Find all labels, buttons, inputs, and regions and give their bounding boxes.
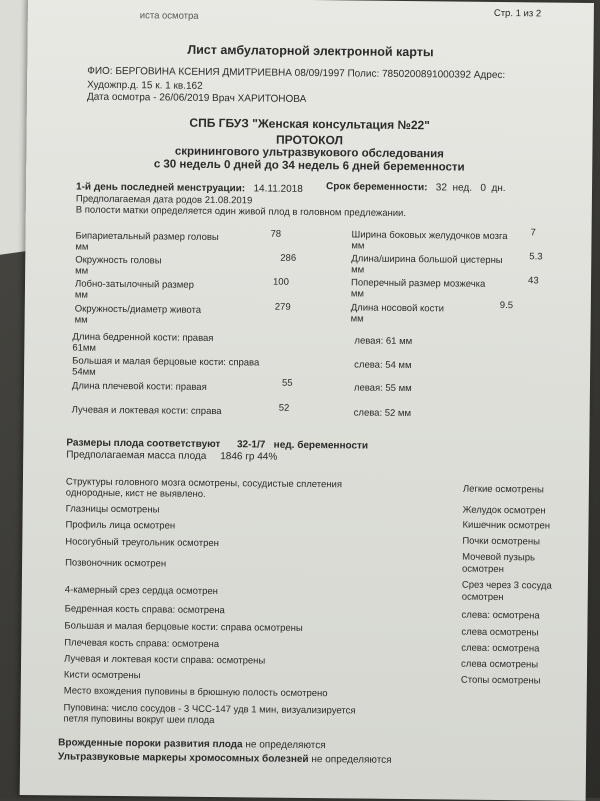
size-value: 32-1/7 <box>236 439 266 451</box>
exam-line: Глазницы осмотрены <box>65 503 160 516</box>
exam-line: 4-камерный срез сердца осмотрен <box>64 584 218 598</box>
measure-label: Ширина боковых желудочков мозга <box>351 229 508 243</box>
term-days: 0 <box>480 182 486 194</box>
exam-line: Кисти осмотрены <box>63 669 141 682</box>
exam-line: Профиль лица осмотрен <box>65 519 176 532</box>
term-weeks: 32 <box>435 182 448 194</box>
size-unit: нед. беременности <box>273 439 369 452</box>
bone-left: слева: 54 мм <box>354 359 412 372</box>
measure-value: 5.3 <box>529 251 543 263</box>
bone-left: левая: 61 мм <box>354 335 413 348</box>
weight-value: 1846 гр 44% <box>220 451 278 463</box>
measure-unit: мм <box>74 314 88 326</box>
exam-line: слева: осмотрена <box>461 642 540 655</box>
term-label: Срок беременности: <box>325 181 428 194</box>
weight-label: Предполагаемая масса плода <box>66 449 207 462</box>
exam-line: Позвоночник осмотрен <box>65 557 167 570</box>
protocol-title: ПРОТОКОЛ <box>275 132 344 148</box>
exam-line: Почки осмотрены <box>462 535 540 548</box>
page-number: Стр. 1 из 2 <box>493 7 542 20</box>
exam-line: слева: осмотрена <box>461 609 540 622</box>
exam-line: Стопы осмотрены <box>460 674 541 687</box>
markers-value: не определяются <box>311 754 392 766</box>
protocol-subtitle-2: с 30 недель 0 дней до 34 недель 6 дней беременности <box>153 158 465 174</box>
weight-row <box>66 449 277 462</box>
exam-line: Срез через 3 сосуда <box>461 579 552 592</box>
bone-sub: 54мм <box>72 366 96 378</box>
size-label: Размеры плода соответствуют <box>66 437 221 451</box>
exam-line: Структуры головного мозга осмотрены, сосудистые сплетения <box>65 476 343 491</box>
exam-line: Место вхождения пуповины в брюшную полость осмотрено <box>63 685 328 700</box>
defects-row <box>58 737 326 751</box>
measure-unit: мм <box>351 264 365 276</box>
measure-label: Длина носовой кости <box>350 302 445 315</box>
measure-label: Длина/ширина большой цистерны <box>351 253 503 267</box>
defects-value: не определяются <box>245 739 326 752</box>
exam-line: Пуповина: число сосудов - 3 ЧСС-147 удв 1 мин, визуализируется <box>63 702 356 717</box>
exam-line: Бедренная кость справа: осмотрена <box>64 603 225 617</box>
bone-left: левая: 55 мм <box>353 382 412 395</box>
measure-value: 286 <box>280 252 297 264</box>
exam-line: осмотрен <box>461 563 504 576</box>
exam-line: Кишечник осмотрен <box>462 519 551 532</box>
exam-line: Лучевая и локтевая кости справа: осмотрены <box>64 653 266 667</box>
measure-value: 100 <box>272 276 289 288</box>
measure-value: 9.5 <box>499 299 514 312</box>
measure-label: Лобно-затылочный размер <box>74 278 194 291</box>
bone-right: 52 <box>278 402 290 414</box>
measure-label: Бипариетальный размер головы <box>75 230 219 244</box>
bone-label: Длина бедренной кости: правая <box>72 331 214 344</box>
exam-line: Легкие осмотрены <box>462 483 544 496</box>
document-sheet <box>20 0 594 801</box>
measure-value: 43 <box>528 275 539 287</box>
measure-unit: мм <box>75 241 89 253</box>
measure-unit: мм <box>75 265 89 277</box>
exam-line: Большая и малая берцовые кости: справа осмотрены <box>64 620 303 634</box>
card-title: Лист амбулаторной электронной карты <box>187 42 434 60</box>
measure-unit: мм <box>74 289 89 301</box>
exam-line: Плечевая кость справа: осмотрена <box>64 637 220 651</box>
lmp-value: 14.11.2018 <box>253 183 303 195</box>
measure-label: Окружность головы <box>75 254 162 267</box>
clinic-name: СПБ ГБУЗ "Женская консультация №22" <box>189 115 431 133</box>
measure-label: Окружность/диаметр живота <box>74 303 202 316</box>
patient-line-1: ФИО: БЕРГОВИНА КСЕНИЯ ДМИТРИЕВНА 08/09/1997 Полис: 7850200891000392 Адрес: <box>87 65 506 82</box>
measure-label: Поперечный размер мозжечка <box>350 277 486 290</box>
exam-line: слева осмотрены <box>461 626 539 639</box>
markers-label: Ультразвуковые маркеры хромосомных болезней <box>58 751 309 766</box>
defects-label: Врожденные пороки развития плода <box>58 737 243 751</box>
bone-label: Большая и малая берцовые кости: справа <box>72 355 260 369</box>
markers-row <box>58 751 392 765</box>
exam-line: петля пуповины вокруг шеи плода <box>63 713 215 727</box>
term-days-unit: дн. <box>491 182 506 195</box>
exam-line: Мочевой пузырь <box>462 551 536 564</box>
bone-right: 55 <box>281 377 293 389</box>
exam-line: слева осмотрены <box>460 658 539 671</box>
lmp-label: 1-й день последней менструации: <box>75 181 246 195</box>
protocol-subtitle-1: скринингового ультразвукового обследования <box>174 145 445 161</box>
measure-value: 78 <box>270 228 282 240</box>
top-fragment: иста осмотра <box>139 10 199 22</box>
measure-value: 7 <box>530 227 536 239</box>
term-weeks-unit: нед. <box>452 182 473 194</box>
measure-unit: мм <box>350 288 365 300</box>
exam-line: Носогубный треугольник осмотрен <box>65 536 219 550</box>
bone-left: слева: 52 мм <box>353 407 412 420</box>
exam-line: однородные, кист не выявлено. <box>65 487 206 500</box>
measure-unit: мм <box>350 313 364 325</box>
due-date: Предполагаемая дата родов 21.08.2019 <box>75 193 253 207</box>
exam-line: осмотрен <box>461 591 504 604</box>
measure-value: 279 <box>274 301 291 313</box>
bone-label: Лучевая и локтевая кости: справа <box>71 404 222 418</box>
bone-label: Длина плечевой кости: правая <box>71 380 207 393</box>
patient-line-2: Художпр.д. 15 к. 1 кв.162 <box>87 79 203 92</box>
term-row <box>326 181 506 194</box>
patient-line-3: Дата осмотра - 26/06/2019 Врач ХАРИТОНОВА <box>86 91 307 105</box>
exam-line: Желудок осмотрен <box>462 504 546 517</box>
fetus-note: В полости матки определяется один живой плод в головном предлежании. <box>75 204 407 220</box>
bone-sub: 61мм <box>72 342 97 354</box>
measure-unit: мм <box>351 240 365 252</box>
